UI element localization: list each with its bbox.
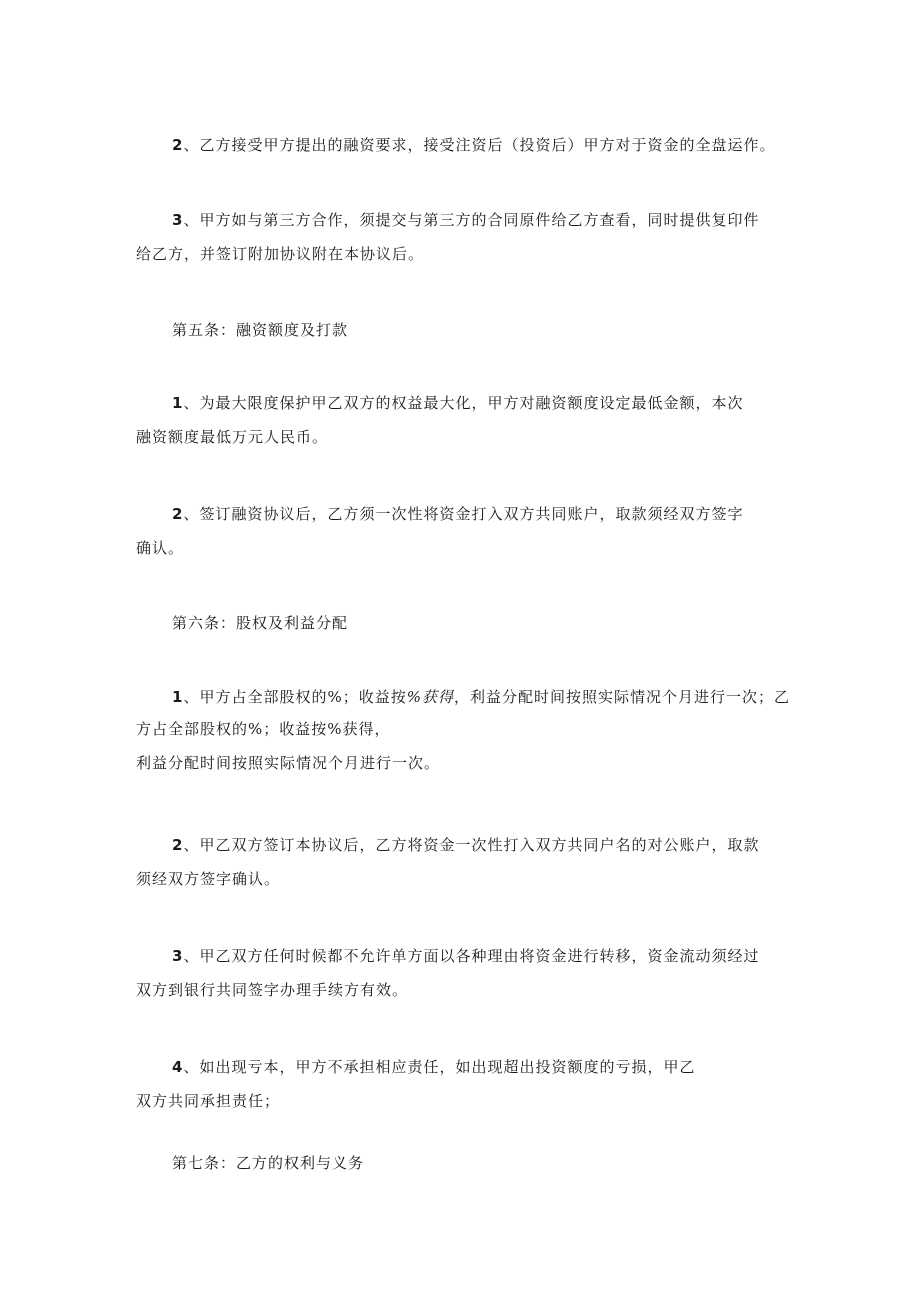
paragraph-text: 融资额度最低万元人民币。 (136, 428, 329, 446)
clause-6-item-3 (136, 939, 796, 1007)
paragraph-text: 、甲乙双方任何时候都不允许单方面以各种理由将资金进行转移，资金流动须经过 (183, 947, 760, 965)
item-number: 2 (172, 505, 184, 523)
paragraph-text: 方占全部股权的%；收益按%获得， (136, 720, 391, 738)
section-heading-7: 第七条：乙方的权利与义务 (172, 1154, 365, 1172)
paragraph-text: 、甲方占全部股权的%；收益按 (183, 688, 407, 706)
paragraph-text: 、甲方如与第三方合作，须提交与第三方的合同原件给乙方查看，同时提供复印件 (183, 211, 760, 229)
item-number: 3 (172, 947, 184, 965)
clause-6-item-1 (136, 680, 796, 782)
paragraph-text: 、乙方接受甲方提出的融资要求，接受注资后（投资后）甲方对于资金的全盘运作。 (183, 136, 776, 154)
item-number: 2 (172, 836, 184, 854)
clause-5-item-2 (136, 497, 796, 565)
paragraph-text: 、为最大限度保护甲乙双方的权益最大化，甲方对融资额度设定最低金额，本次 (183, 394, 744, 412)
section-heading-5: 第五条：融资额度及打款 (172, 321, 349, 339)
clause-4-item-3 (136, 203, 796, 271)
item-number: 1 (172, 688, 184, 706)
clause-4-item-2 (136, 128, 796, 162)
paragraph-text: 、签订融资协议后，乙方须一次性将资金打入双方共同账户，取款须经双方签字 (183, 505, 744, 523)
paragraph-text: 双方共同承担责任； (136, 1092, 281, 1110)
item-number: 2 (172, 136, 184, 154)
paragraph-text: 利益分配时间按照实际情况个月进行一次。 (136, 754, 441, 772)
item-number: 1 (172, 394, 184, 412)
paragraph-text: 确认。 (136, 539, 185, 557)
item-number: 4 (172, 1058, 184, 1076)
paragraph-text: 给乙方，并签订附加协议附在本协议后。 (136, 245, 425, 263)
paragraph-text: 、如出现亏本，甲方不承担相应责任，如出现超出投资额度的亏损，甲乙 (183, 1058, 696, 1076)
section-heading-6: 第六条：股权及利益分配 (172, 614, 349, 632)
paragraph-text: 、甲乙双方签订本协议后，乙方将资金一次性打入双方共同户名的对公账户，取款 (183, 836, 760, 854)
paragraph-text: 须经双方签字确认。 (136, 870, 281, 888)
clause-5-item-1 (136, 386, 796, 454)
clause-6-item-4 (136, 1050, 796, 1118)
paragraph-text: 双方到银行共同签字办理手续方有效。 (136, 981, 409, 999)
paragraph-text: ，利益分配时间按照实际情况个月进行一次；乙 (453, 688, 790, 706)
clause-6-item-2 (136, 828, 796, 896)
paragraph-text-italic: %获得 (406, 688, 454, 706)
item-number: 3 (172, 211, 184, 229)
